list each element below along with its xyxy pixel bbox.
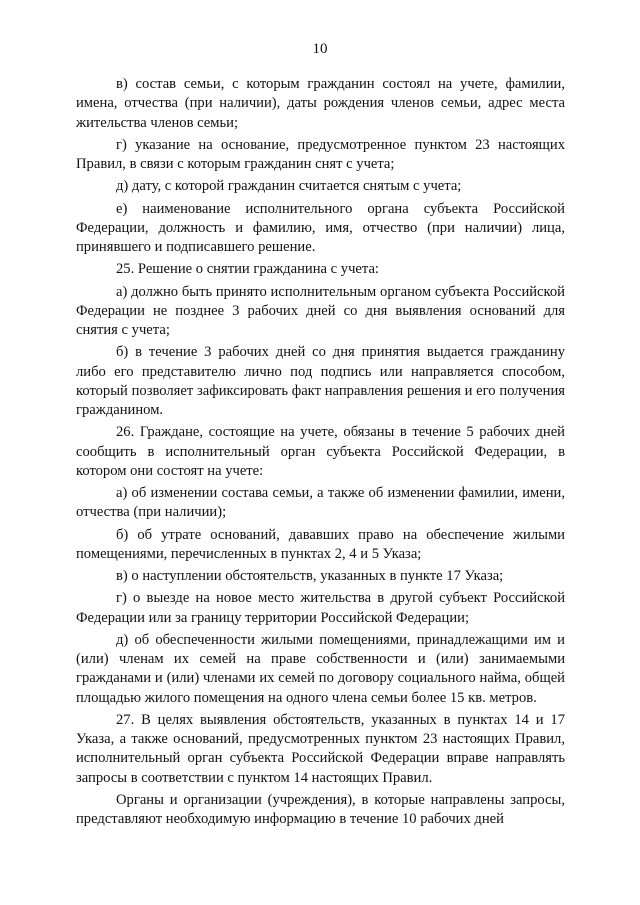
- paragraph-25-heading: 25. Решение о снятии гражданина с учета:: [116, 261, 379, 278]
- paragraph-25a: а) должно быть принято исполнительным органом субъекта Российской Федерации не позднее 3 рабочих дней со дня выявления оснований для снятия с учета;: [76, 283, 565, 338]
- paragraph-26a: а) об изменении состава семьи, а также об изменении фамилии, имени, отчества (при наличии);: [76, 485, 565, 521]
- paragraph-25b: б) в течение 3 рабочих дней со дня принятия выдается гражданину либо его представителю лично под подпись или направляется способом, который позволяет зафиксировать факт направления решения и его получения гражданином.: [76, 344, 565, 418]
- paragraph-g-deregistration-basis: г) указание на основание, предусмотренное пунктом 23 настоящих Правил, в связи с которым гражданин снят с учета;: [76, 136, 565, 172]
- paragraph-26b: б) об утрате оснований, дававших право на обеспечение жилыми помещениями, перечисленных в пунктах 2, 4 и 5 Указа;: [76, 526, 565, 562]
- paragraph-26v: в) о наступлении обстоятельств, указанных в пункте 17 Указа;: [116, 568, 504, 584]
- paragraph-3v-family-composition: в) состав семьи, с которым гражданин состоял на учете, фамилии, имена, отчества (при наличии), даты рождения членов семьи, адрес места жительства членов семьи;: [76, 76, 565, 131]
- paragraph-27: 27. В целях выявления обстоятельств, указанных в пунктах 14 и 17 Указа, а также оснований, предусмотренных пунктом 23 настоящих Правил, исполнительный орган субъекта Российской Федерации вправе направлять запросы в соответствии с пунктом 14 настоящих Правил.: [76, 711, 565, 786]
- paragraph-e-authority-name: е) наименование исполнительного органа субъекта Российской Федерации, должность и фамилию, имя, отчество (при наличии) лица, принявшего и подписавшего решение.: [76, 200, 565, 255]
- page-number: 10: [312, 41, 328, 57]
- paragraph-26d: д) об обеспеченности жилыми помещениями, принадлежащими им и (или) членам их семей на праве собственности и (или) занимаемыми гражданами и (или) членами их семей по договору социального найма, общей площадью жилого помещения на одного члена семьи более 15 кв. метров.: [76, 631, 565, 706]
- document-body: [76, 75, 565, 832]
- paragraph-26-heading: 26. Граждане, состоящие на учете, обязаны в течение 5 рабочих дней сообщить в исполнительный орган субъекта Российской Федерации, в котором они состоят на учете:: [76, 424, 565, 479]
- paragraph-d-deregistration-date: д) дату, с которой гражданин считается снятым с учета;: [116, 178, 462, 195]
- paragraph-27-continued: Органы и организации (учреждения), в которые направлены запросы, представляют необходимую информацию в течение 10 рабочих дней: [76, 791, 565, 827]
- paragraph-26g: г) о выезде на новое место жительства в другой субъект Российской Федерации или за границу территории Российской Федерации;: [76, 590, 565, 626]
